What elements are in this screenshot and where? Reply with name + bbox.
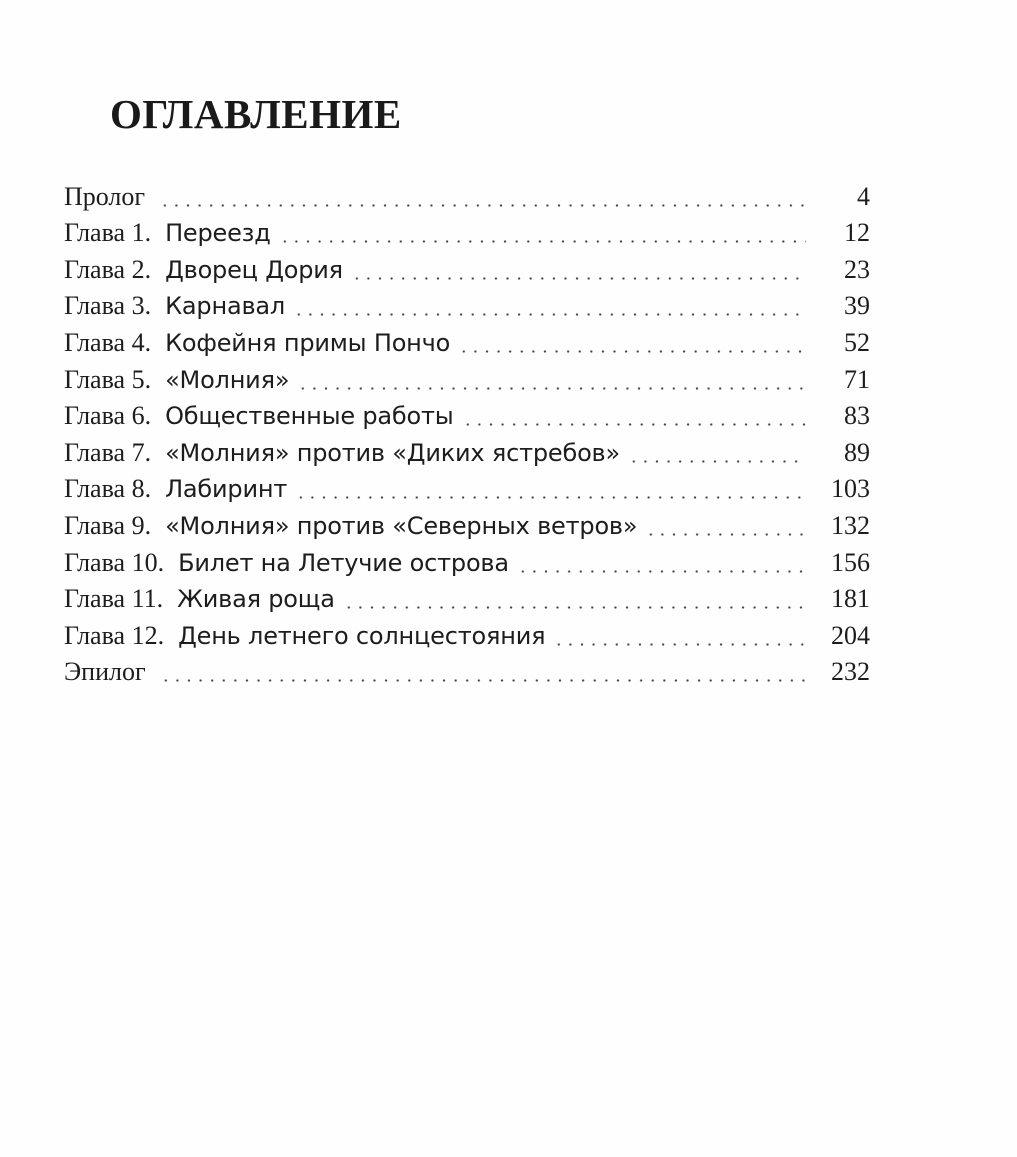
toc-entry-prologue — [64, 176, 870, 213]
entry-label: Пролог — [64, 181, 159, 213]
toc-entry-epilogue — [64, 652, 870, 689]
dot-leader — [293, 313, 806, 316]
chapter-title: День летнего солнцестояния — [178, 620, 553, 652]
dot-leader — [553, 643, 806, 646]
page-number: 132 — [831, 510, 870, 540]
chapter-number: Глава 11. — [64, 583, 177, 615]
chapter-number: Глава 1. — [64, 217, 165, 249]
table-of-contents — [64, 176, 870, 688]
toc-entry-chapter-3 — [64, 286, 870, 323]
chapter-title: Живая роща — [177, 583, 343, 615]
page-number: 204 — [831, 620, 870, 650]
chapter-number: Глава 12. — [64, 620, 178, 652]
page-number: 181 — [831, 584, 870, 614]
page-number: 39 — [844, 291, 870, 321]
page-number: 103 — [831, 474, 870, 504]
chapter-title: Карнавал — [165, 290, 293, 322]
chapter-number: Глава 9. — [64, 510, 165, 542]
dot-leader — [462, 423, 806, 426]
toc-entry-chapter-5 — [64, 359, 870, 396]
page-title: ОГЛАВЛЕНИЕ — [110, 91, 402, 137]
page-number: 12 — [844, 218, 870, 248]
toc-entry-chapter-8 — [64, 469, 870, 506]
chapter-title: Билет на Летучие острова — [178, 547, 517, 579]
chapter-number: Глава 7. — [64, 437, 165, 469]
dot-leader — [351, 277, 806, 280]
dot-leader — [517, 570, 806, 573]
page-number: 4 — [857, 181, 870, 211]
dot-leader — [343, 606, 806, 609]
toc-entry-chapter-11 — [64, 579, 870, 616]
page-number: 89 — [844, 437, 870, 467]
page-number: 83 — [844, 401, 870, 431]
chapter-title: «Молния» против «Северных ветров» — [165, 510, 645, 542]
page-number: 232 — [831, 657, 870, 687]
chapter-title: Общественные работы — [165, 400, 461, 432]
chapter-title: Кофейня примы Пончо — [165, 327, 458, 359]
page-number: 52 — [844, 327, 870, 357]
chapter-number: Глава 8. — [64, 473, 165, 505]
chapter-number: Глава 3. — [64, 290, 165, 322]
dot-leader — [297, 387, 806, 390]
dot-leader — [295, 496, 806, 499]
chapter-title: Лабиринт — [165, 473, 295, 505]
chapter-number: Глава 4. — [64, 327, 165, 359]
dot-leader — [458, 350, 806, 353]
chapter-number: Глава 6. — [64, 400, 165, 432]
page-number: 71 — [844, 364, 870, 394]
chapter-number: Глава 10. — [64, 547, 178, 579]
toc-entry-chapter-9 — [64, 505, 870, 542]
chapter-title: «Молния» — [165, 364, 297, 396]
toc-entry-chapter-10 — [64, 542, 870, 579]
dot-leader — [628, 460, 806, 463]
toc-entry-chapter-4 — [64, 322, 870, 359]
page-number: 156 — [831, 547, 870, 577]
toc-entry-chapter-2 — [64, 249, 870, 286]
chapter-title: Дворец Дория — [165, 254, 351, 286]
toc-entry-chapter-7 — [64, 432, 870, 469]
dot-leader — [279, 240, 806, 243]
entry-label: Эпилог — [64, 656, 160, 688]
dot-leader — [159, 204, 806, 207]
chapter-title: Переезд — [165, 217, 279, 249]
dot-leader — [645, 533, 806, 536]
chapter-title: «Молния» против «Диких ястребов» — [165, 437, 628, 469]
page-number: 23 — [844, 254, 870, 284]
chapter-number: Глава 2. — [64, 254, 165, 286]
toc-entry-chapter-6 — [64, 396, 870, 433]
toc-entry-chapter-1 — [64, 213, 870, 250]
chapter-number: Глава 5. — [64, 364, 165, 396]
dot-leader — [160, 679, 806, 682]
toc-entry-chapter-12 — [64, 615, 870, 652]
